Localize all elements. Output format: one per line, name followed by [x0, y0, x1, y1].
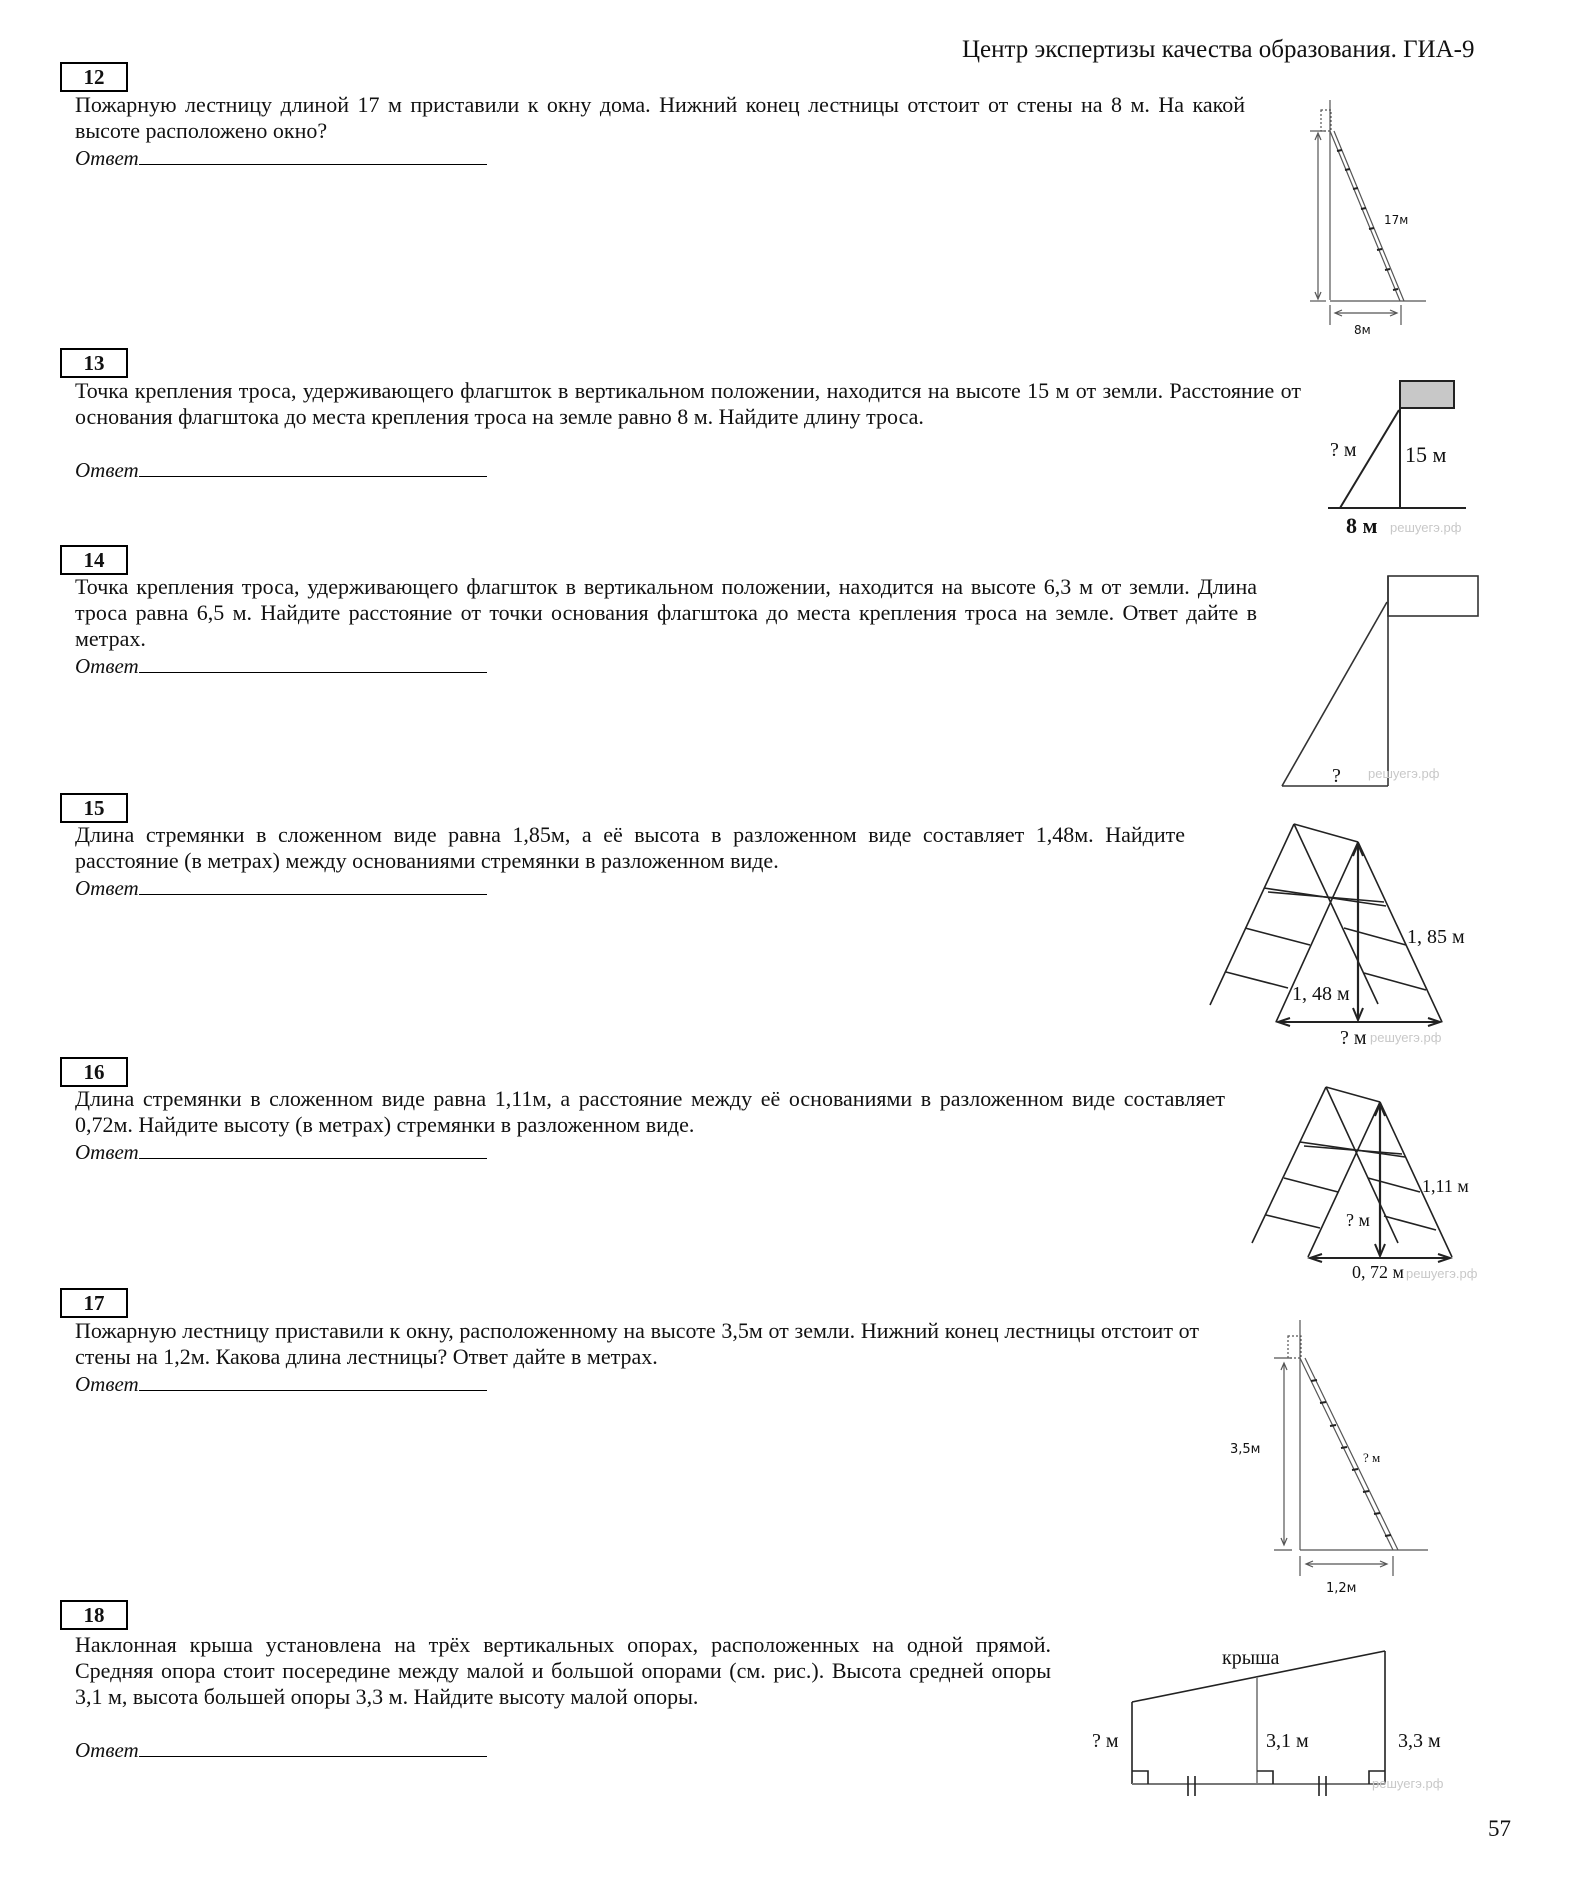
answer-line[interactable] [139, 144, 487, 165]
side-label: 1,11 м [1422, 1176, 1469, 1196]
answer-line[interactable] [139, 652, 487, 673]
base-label: 1,2м [1326, 1581, 1357, 1596]
task-text: Длина стремянки в сложенном виде равна 1,85м, а её высота в разложенном виде составляет 1,48м. Найдите расстояние (в метрах) между основаниями стремянки в разложенном виде. [75, 822, 1185, 873]
base-label: ? м [1340, 1027, 1367, 1049]
figure-flagpole-14 [1270, 560, 1490, 800]
answer-label: Ответ [75, 146, 139, 170]
answer-field[interactable] [75, 1736, 487, 1763]
roof-label: крыша [1222, 1647, 1280, 1669]
cable-label: ? м [1330, 439, 1357, 461]
height-label: 3,5м [1230, 1442, 1261, 1457]
watermark: решуегэ.рф [1406, 1266, 1478, 1281]
right-angle-marks [1132, 1771, 1385, 1784]
answer-label: Ответ [75, 458, 139, 482]
watermark: решуегэ.рф [1390, 520, 1462, 535]
small-support-label: ? м [1092, 1730, 1119, 1752]
task-number-box: 12 [60, 62, 128, 92]
task-number-box: 18 [60, 1600, 128, 1630]
base-label: 8 м [1346, 513, 1378, 538]
side-label: 1, 85 м [1407, 926, 1465, 948]
answer-field[interactable] [75, 1138, 487, 1165]
answer-field[interactable] [75, 144, 487, 171]
task-text: Длина стремянки в сложенном виде равна 1,11м, а расстояние между её основаниями в разложенном виде составляет 0,72м. Найдите высоту (в метрах) стремянки в разложенном виде. [75, 1086, 1225, 1137]
flag [1388, 576, 1478, 616]
answer-field[interactable] [75, 456, 487, 483]
ladder-back-left [1210, 824, 1294, 1005]
answer-label: Ответ [75, 654, 139, 678]
figure-stepladder-16 [1240, 1080, 1500, 1290]
answer-label: Ответ [75, 1372, 139, 1396]
ladder-back-right [1294, 824, 1378, 1004]
answer-label: Ответ [75, 876, 139, 900]
height-label: 15 м [1405, 442, 1447, 467]
task-number-box: 13 [60, 348, 128, 378]
watermark: решуегэ.рф [1370, 1030, 1442, 1045]
task-number-box: 14 [60, 545, 128, 575]
base-label: ? [1332, 765, 1341, 787]
height-label: ? м [1346, 1210, 1370, 1230]
middle-support-label: 3,1 м [1266, 1730, 1309, 1752]
task-number-box: 15 [60, 793, 128, 823]
task-text: Точка крепления троса, удерживающего флагшток в вертикальном положении, находится на высоте 15 м от земли. Расстояние от основания флагштока до места крепления троса на земле равно 8 м. Найдите длину троса. [75, 378, 1301, 429]
figure-roof-18 [1080, 1630, 1480, 1800]
base-label: 0, 72 м [1352, 1262, 1404, 1282]
answer-line[interactable] [139, 456, 487, 477]
answer-line[interactable] [139, 874, 487, 895]
task-text: Наклонная крыша установлена на трёх вертикальных опорах, расположенных на одной прямой. Средняя опора стоит посередине между малой и большой опорами (см. рис.). Высота средней опоры 3,1 м, высота большей опоры 3,3 м. Найдите высоту малой опоры. [75, 1632, 1051, 1709]
window-outline [1288, 1336, 1301, 1358]
figure-ladder-17 [1210, 1320, 1450, 1610]
answer-line[interactable] [139, 1138, 487, 1159]
watermark: решуегэ.рф [1372, 1776, 1444, 1791]
height-label: 1, 48 м [1292, 983, 1350, 1005]
large-support-label: 3,3 м [1398, 1730, 1441, 1752]
task-text: Точка крепления троса, удерживающего флагшток в вертикальном положении, находится на высоте 6,3 м от земли. Длина троса равна 6,5 м. Найдите расстояние от точки основания флагштока до места крепления троса на земле. Ответ дайте в метрах. [75, 574, 1257, 651]
answer-field[interactable] [75, 1370, 487, 1397]
watermark: решуегэ.рф [1368, 766, 1440, 781]
task-number-box: 16 [60, 1057, 128, 1087]
answer-line[interactable] [139, 1370, 487, 1391]
ladder-label: 17м [1384, 213, 1409, 227]
base-label: 8м [1354, 323, 1371, 337]
ladder-rail-right [1305, 1358, 1398, 1550]
figure-stepladder-15 [1200, 810, 1500, 1060]
task-number-box: 17 [60, 1288, 128, 1318]
answer-label: Ответ [75, 1738, 139, 1762]
cable [1282, 602, 1387, 786]
answer-label: Ответ [75, 1140, 139, 1164]
answer-field[interactable] [75, 874, 487, 901]
page-header: Центр экспертизы качества образования. ГИА-9 [962, 36, 1475, 63]
answer-field[interactable] [75, 652, 487, 679]
answer-line[interactable] [139, 1736, 487, 1757]
page-number: 57 [1488, 1816, 1511, 1841]
ladder-back-left [1252, 1087, 1326, 1243]
figure-ladder-12 [1300, 100, 1460, 340]
figure-flagpole-13 [1300, 360, 1500, 540]
ladder-label: ? м [1363, 1450, 1381, 1465]
task-text: Пожарную лестницу приставили к окну, расположенному на высоте 3,5м от земли. Нижний конец лестницы отстоит от стены на 1,2м. Какова длина лестницы? Ответ дайте в метрах. [75, 1318, 1199, 1369]
task-text: Пожарную лестницу длиной 17 м приставили к окну дома. Нижний конец лестницы отстоит от стены на 8 м. На какой высоте расположено окно? [75, 92, 1245, 143]
flag [1400, 381, 1454, 408]
